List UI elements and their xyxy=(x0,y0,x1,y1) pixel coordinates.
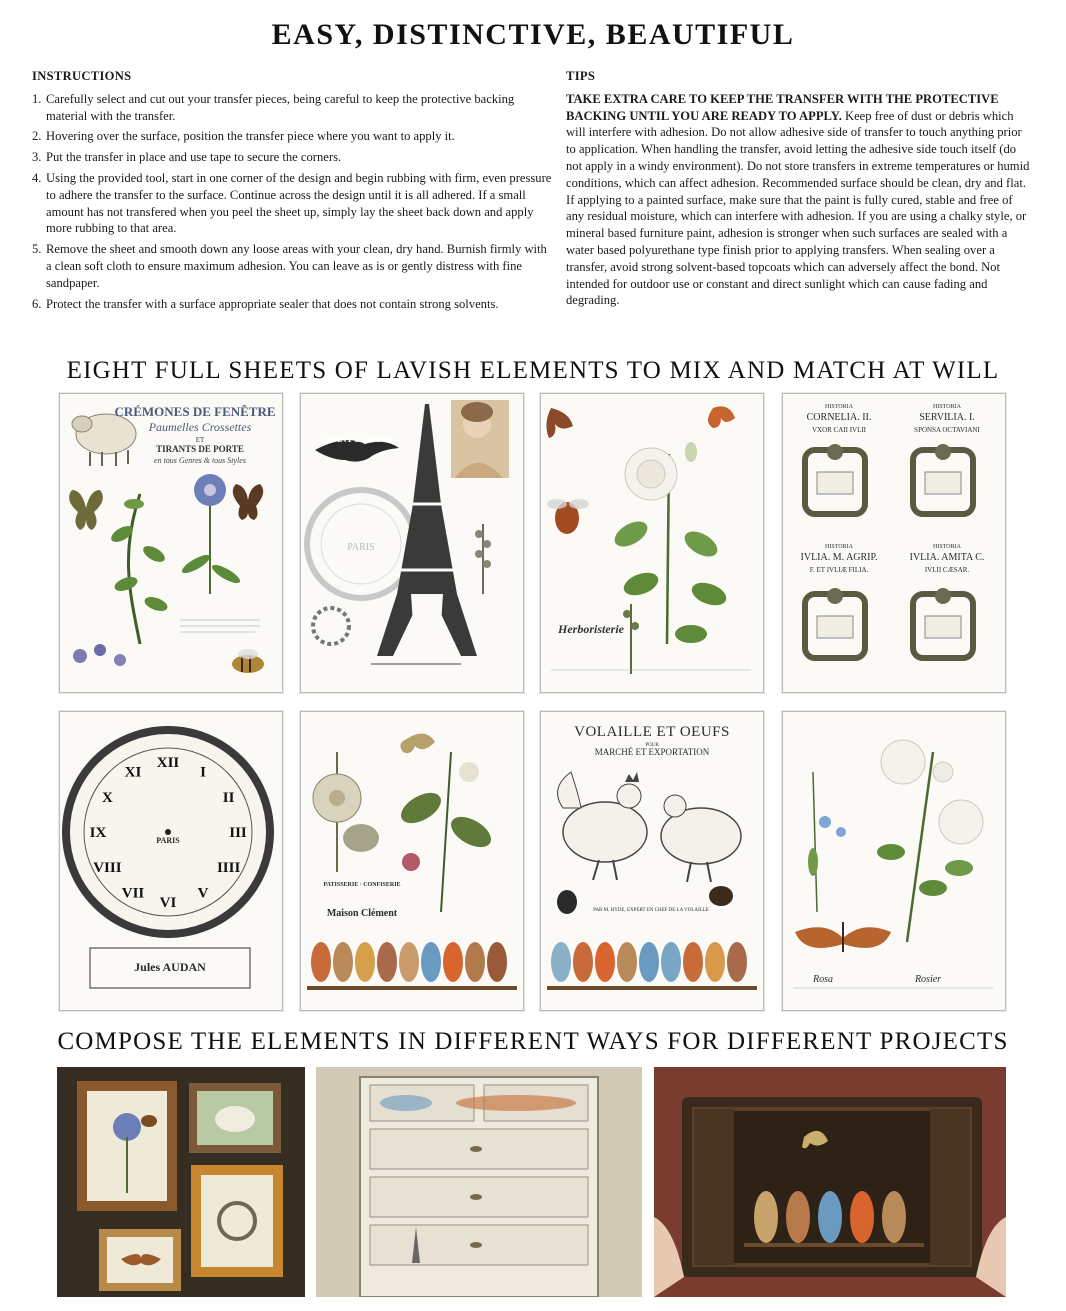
sheet-4-artwork xyxy=(783,394,1005,692)
moth-icon xyxy=(400,733,435,753)
sheet-botanical-sheep xyxy=(59,393,283,693)
photo-2-artwork xyxy=(316,1067,642,1297)
sheet-roses-moth xyxy=(782,711,1006,1011)
sheet-4-p1b: CORNELIA. II. xyxy=(806,412,872,423)
sheet-eiffel-tower xyxy=(300,393,524,693)
tips-heading: TIPS xyxy=(566,69,596,83)
picture-frame xyxy=(77,1081,177,1211)
compose-section-title: COMPOSE THE ELEMENTS IN DIFFERENT WAYS FOR DIFFERENT PROJECTS xyxy=(57,1028,1009,1055)
flowering-vine xyxy=(396,752,496,912)
ornate-frame xyxy=(913,588,973,658)
step-text: Using the provided tool, start in one corner of the design and begin rubbing with firm, even pressure to adhere the transfer to the surface. Continue across the design until it is all adhered. If a small amount has not transfered when you peel the sheet up, simply lay the sheet back down and apply more rubbing to that area. xyxy=(46,170,552,236)
butterfly-icon xyxy=(708,406,735,428)
ornate-frame xyxy=(805,444,865,514)
photo-wooden-box xyxy=(654,1067,1006,1297)
sheet-1-line4: TIRANTS DE PORTE xyxy=(156,444,244,454)
moth-icon xyxy=(795,922,891,952)
sheet-7-title: VOLAILLE ET OEUFS xyxy=(574,724,730,740)
instruction-step xyxy=(32,241,552,291)
sheet-2-banner: CHANT DU SOIR xyxy=(320,434,392,444)
sheet-volaille xyxy=(540,711,764,1011)
sheet-4-p4a: HISTORIA xyxy=(933,544,961,550)
sheet-birds-hollyhock xyxy=(300,711,524,1011)
sheet-1-line3: ET xyxy=(195,436,205,444)
page-title: EASY, DISTINCTIVE, BEAUTIFUL xyxy=(271,18,795,51)
tips-column xyxy=(566,68,1032,309)
clock-numeral: VII xyxy=(121,885,145,902)
lavender-sprig xyxy=(475,524,491,594)
step-text: Carefully select and cut out your transfer pieces, being careful to keep the protective backing material with the transfer. xyxy=(46,91,515,123)
step-text: Remove the sheet and smooth down any loose areas with your clean, dry hand. Burnish firmly with a clean soft cloth to ensure maximum adhesion. You can leave as is or gently distress with fine sandpaper. xyxy=(46,242,547,290)
step-text: Protect the transfer with a surface appropriate sealer that does not contain strong solvents. xyxy=(46,296,499,311)
ornate-frame xyxy=(805,588,865,658)
instructions-column xyxy=(32,68,552,316)
tips-bold-lead: TAKE EXTRA CARE TO KEEP THE TRANSFER WITH THE PROTECTIVE BACKING UNTIL YOU ARE READY TO APPLY. xyxy=(566,91,999,123)
sheet-1-line5: en tous Genres & tous Styles xyxy=(154,456,246,465)
instruction-step xyxy=(32,149,552,166)
step-number: 3. xyxy=(32,150,42,165)
sheet-4-p2b: SERVILIA. I. xyxy=(919,412,975,423)
wooden-box xyxy=(682,1097,982,1277)
step-number: 2. xyxy=(32,129,42,144)
step-number: 5. xyxy=(32,242,42,257)
herb-sprig xyxy=(623,604,639,674)
instructions-heading: INSTRUCTIONS xyxy=(32,69,132,83)
clock-numeral: V xyxy=(197,885,209,902)
sheet-clock-face xyxy=(59,711,283,1011)
sheet-3-label: Herboristerie xyxy=(558,622,624,636)
sheet-8-caption1: Rosa xyxy=(813,974,833,985)
instruction-step xyxy=(32,128,552,145)
portrait-woman xyxy=(451,400,509,478)
step-text: Hovering over the surface, position the transfer piece where you want to apply it. xyxy=(46,129,455,144)
sheet-7-subtitle: MARCHÉ ET EXPORTATION xyxy=(594,747,710,757)
bee-icon xyxy=(232,649,264,673)
birds-on-branch xyxy=(547,942,757,990)
clock-numeral: I xyxy=(200,764,206,781)
tips-paragraph xyxy=(566,91,1032,309)
hollyhock-flower xyxy=(313,752,379,872)
butterfly-icon xyxy=(69,490,103,530)
step-number: 4. xyxy=(32,170,42,185)
sheet-4-p3c: F. ET IVLIÆ FILIA. xyxy=(809,566,869,574)
sheet-8-artwork xyxy=(783,712,1005,1010)
forget-me-not xyxy=(808,772,846,912)
sheet-8-caption2: Rosier xyxy=(914,974,942,985)
sheet-5-shop: Jules AUDAN xyxy=(134,960,206,974)
clock-numeral: X xyxy=(101,790,113,806)
step-number: 1. xyxy=(32,91,42,106)
sheet-4-p2c: SPONSA OCTAVIANI xyxy=(914,426,980,434)
dresser xyxy=(360,1077,598,1297)
photo-3-artwork xyxy=(654,1067,1006,1297)
moth-icon xyxy=(233,484,263,520)
clock-numeral: IIII xyxy=(216,860,241,876)
sheet-4-p3a: HISTORIA xyxy=(825,544,853,550)
ornate-frame xyxy=(913,444,973,514)
sheet-5-city: PARIS xyxy=(156,836,180,845)
clock-numeral: XI xyxy=(124,764,142,781)
clock-numeral: XII xyxy=(156,755,180,771)
white-rose xyxy=(877,740,983,942)
picture-frame xyxy=(99,1229,181,1291)
step-number: 6. xyxy=(32,296,42,311)
photo-1-artwork xyxy=(57,1067,305,1297)
sheet-3-artwork xyxy=(541,394,763,692)
step-text: Put the transfer in place and use tape to secure the corners. xyxy=(46,150,342,165)
instruction-step xyxy=(32,296,552,313)
bee-icon xyxy=(547,499,589,534)
clock-numeral: II xyxy=(222,790,235,806)
photo-chest-of-drawers xyxy=(316,1067,642,1297)
sheet-4-p1a: HISTORIA xyxy=(825,404,853,410)
clock-face xyxy=(66,730,270,934)
sheet-4-p3b: IVLIA. M. AGRIP. xyxy=(800,552,878,563)
rooster-illustration xyxy=(558,772,647,880)
tips-body-text: Keep free of dust or debris which will interfere with adhesion. Do not allow adhesive side of transfer to touch anything prior to application. When handling the transfer, avoid letting the adhesive side touch itself (do not apply in a windy environment). Do not store transfers in extreme temperatures or humid conditions, which can affect adhesion. Recommended surface should be clean, dry and flat. If applying to a painted surface, make sure that the paint is fully cured, stable and free of any residual moisture, which can interfere with adhesion. If you are using a chalky style, or mineral based furniture paint, adhesion is stronger when such surfaces are sealed with a water based polyurethane type finish prior to applying transfers. When sealing over a transfer, avoid strong solvent-based topcoats which can adversely affect the bond. Not intended for outdoor use or constant and direct sunlight which can cause fading and degrading. xyxy=(566,108,1030,308)
sheet-roman-frames xyxy=(782,393,1006,693)
sheet-7-footer: PAR M. HYDE, EXPERT EN CHEF DE LA VOLAILLE xyxy=(593,908,709,913)
instruction-step xyxy=(32,170,552,237)
sheet-4-p1c: VXOR CAII IVLII xyxy=(811,426,867,434)
sheet-6-label1: PATISSERIE · CONFISERIE xyxy=(323,882,401,888)
instructions-list xyxy=(32,91,552,313)
sheet-white-rose xyxy=(540,393,764,693)
photo-framed-prints xyxy=(57,1067,305,1297)
hen-illustration xyxy=(661,795,741,882)
sheet-6-artwork xyxy=(301,712,523,1010)
picture-frame xyxy=(191,1165,283,1277)
sheet-7-pour: POUR xyxy=(645,743,659,748)
clock-numeral: VIII xyxy=(93,860,122,876)
sheet-6-label2: Maison Clément xyxy=(326,908,398,919)
clock-numeral: III xyxy=(229,825,247,841)
sheet-1-title: CRÉMONES DE FENÊTRE xyxy=(114,404,276,419)
sheet-4-p4b: IVLIA. AMITA C. xyxy=(909,552,985,563)
green-plant xyxy=(109,494,170,644)
laurel-wreath xyxy=(313,608,349,644)
violets xyxy=(73,644,126,666)
moth-icon xyxy=(546,408,573,438)
clock-numeral: IX xyxy=(89,825,107,841)
sheet-4-p2a: HISTORIA xyxy=(933,404,961,410)
birds-on-branch xyxy=(307,942,517,990)
sheet-1-line2: Paumelles Crossettes xyxy=(148,420,252,434)
sheet-4-p4c: IVLII CÆSAR. xyxy=(924,566,970,574)
picture-frame xyxy=(189,1083,281,1153)
clock-numeral: VI xyxy=(159,895,177,911)
instruction-step xyxy=(32,91,552,125)
sheet-2-clock-label: PARIS xyxy=(347,542,375,553)
sheets-section-title: EIGHT FULL SHEETS OF LAVISH ELEMENTS TO MIX AND MATCH AT WILL xyxy=(66,357,1000,384)
